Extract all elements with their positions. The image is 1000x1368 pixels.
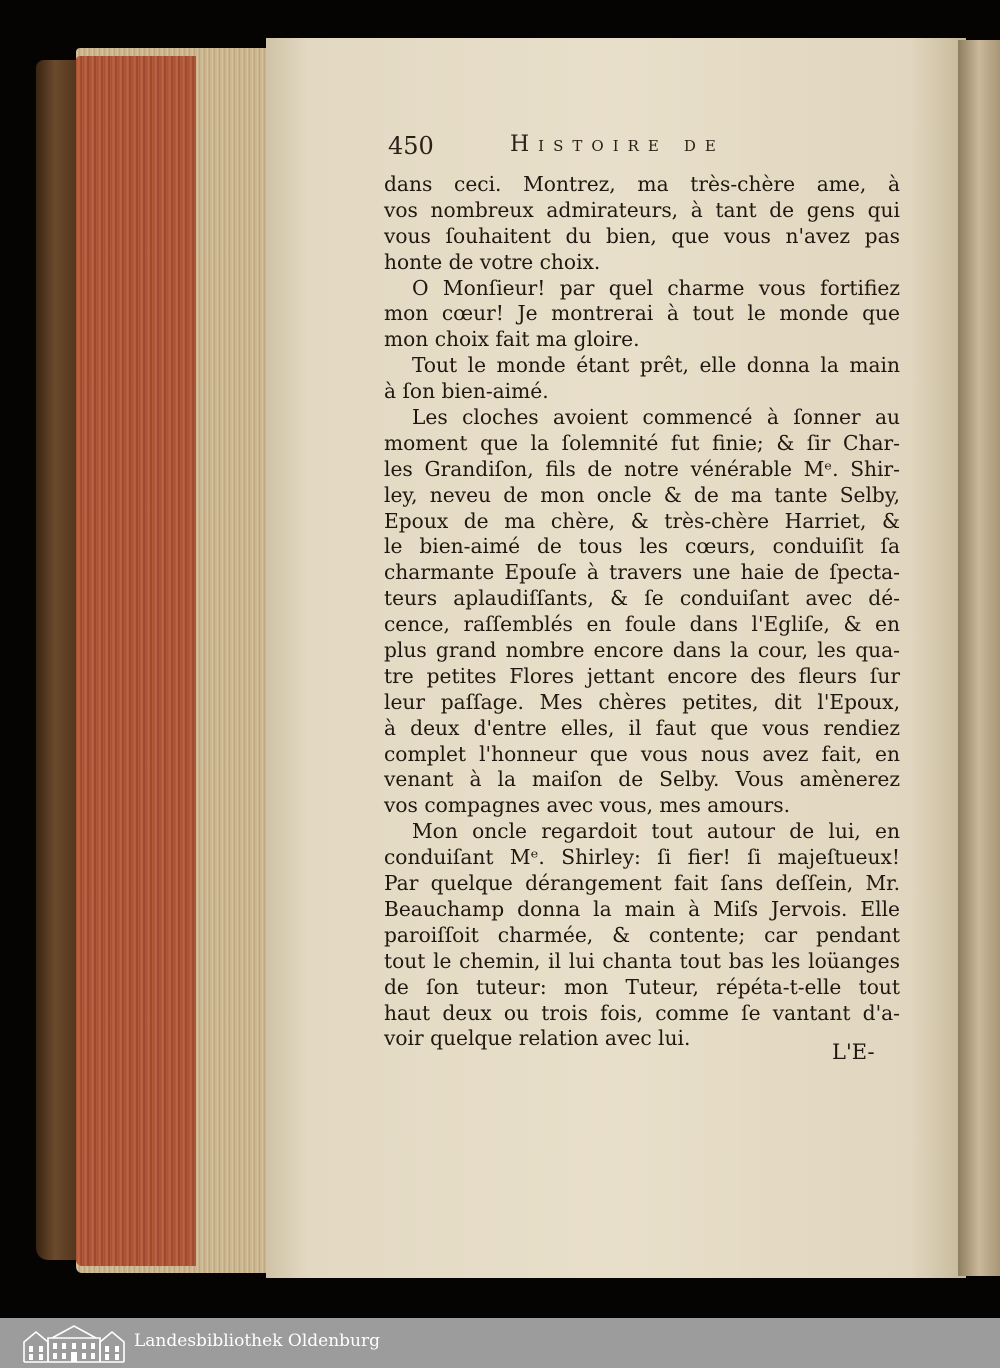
text-line: tre petites Flores jettant encore des fleurs ſur — [384, 663, 900, 688]
page-header — [388, 132, 908, 164]
text-line: Mon oncle regardoit tout autour de lui, en — [412, 819, 900, 844]
text-line: Beauchamp donna la main à Miſs Jervois. Elle — [384, 896, 900, 921]
library-name: Landesbibliothek Oldenburg — [134, 1331, 381, 1351]
text-line: cence, raſſemblés en foule dans l'Egliſe, & en — [384, 612, 900, 637]
text-line: dans ceci. Montrez, ma très-chère ame, à — [384, 172, 900, 196]
text-line: Epoux de ma chère, & très-chère Harriet, & — [384, 508, 900, 533]
text-line: Tout le monde étant prêt, elle donna la main — [412, 353, 900, 378]
text-line: mon cœur! Je montrerai à tout le monde que — [384, 301, 900, 326]
text-line: voir quelque relation avec lui. — [384, 1026, 691, 1051]
text-line: Les cloches avoient commencé à ſonner au — [412, 405, 900, 430]
text-line: honte de votre choix. — [384, 249, 601, 274]
text-line: teurs aplaudiſſants, & ſe conduiſant avec dé- — [384, 586, 900, 611]
text-line: à deux d'entre elles, il faut que vous rendiez — [384, 715, 900, 740]
page-text — [384, 172, 900, 1052]
text-line: de ſon tuteur: mon Tuteur, répéta-t-elle tout — [384, 974, 900, 999]
library-building-icon — [22, 1324, 126, 1364]
text-line: O Monſieur! par quel charme vous fortifiez — [412, 275, 900, 300]
text-line: plus grand nombre encore dans la cour, les qua- — [384, 638, 900, 663]
text-line: Par quelque dérangement fait ſans deſſein, Mr. — [384, 871, 900, 896]
text-line: les Grandiſon, fils de notre vénérable Mᵉ. Shir- — [384, 456, 900, 481]
text-line: venant à la maiſon de Selby. Vous amènerez — [384, 767, 900, 792]
text-line: tout le chemin, il lui chanta tout bas les loüanges — [384, 948, 900, 973]
text-line: à ſon bien-aimé. — [384, 379, 549, 404]
text-line: vos nombreux admirateurs, à tant de gens qui — [384, 197, 900, 222]
footer-bar — [0, 1318, 1000, 1368]
text-line: paroiſſoit charmée, & contente; car pendant — [384, 922, 900, 947]
running-head: Histoire de — [510, 132, 725, 157]
text-line: charmante Epouſe à travers une haie de ſpecta- — [384, 560, 900, 585]
text-line: vos compagnes avec vous, mes amours. — [384, 793, 791, 818]
text-line: mon choix fait ma gloire. — [384, 327, 640, 352]
text-line: complet l'honneur que vous nous avez fait, en — [384, 741, 900, 766]
text-line: moment que la ſolemnité fut finie; & ſir Char- — [384, 430, 900, 455]
page-number: 450 — [388, 132, 434, 160]
text-line: conduiſant Mᵉ. Shirley: ſi fier! ſi majeſtueux! — [384, 845, 900, 870]
text-line: ley, neveu de mon oncle & de ma tante Selby, — [384, 482, 900, 507]
text-line: leur paſſage. Mes chères petites, dit l'Epoux, — [384, 689, 900, 714]
text-line: le bien-aimé de tous les cœurs, conduiſit ſa — [384, 534, 900, 559]
facing-page-edge — [958, 40, 1000, 1276]
catchword: L'E- — [832, 1040, 875, 1064]
text-line: haut deux ou trois fois, comme ſe vantant d'a- — [384, 1000, 900, 1025]
red-page-edges — [76, 56, 196, 1266]
text-line: vous ſouhaitent du bien, que vous n'avez pas — [384, 223, 900, 248]
